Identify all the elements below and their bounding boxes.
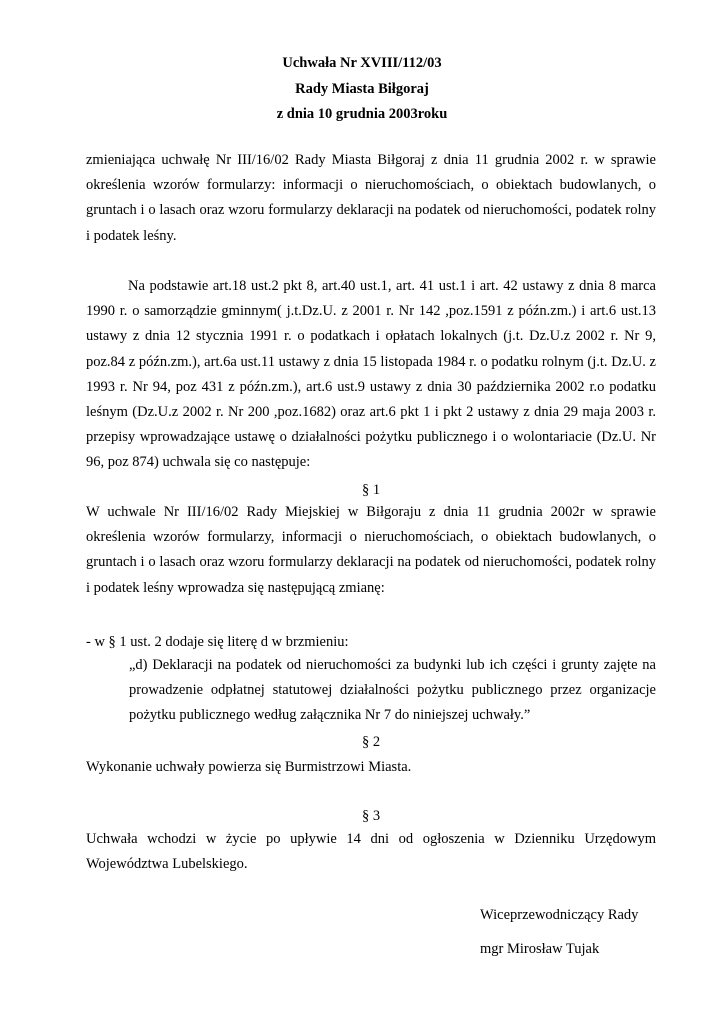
amendment-intro: - w § 1 ust. 2 dodaje się literę d w brzmieniu: bbox=[86, 634, 349, 650]
section-1-heading: § 1 bbox=[361, 482, 381, 498]
amendment-quote: „d) Deklaracji na podatek od nieruchomości za budynki lub ich części i grunty zajęte na prowadzenie odpłatnej statutowej działalności pożytku publicznego przez organizacje pożytku publicznego według załącznika Nr 7 do niniejszej uchwały.” bbox=[129, 657, 656, 724]
resolution-number: Uchwała Nr XVIII/112/03 bbox=[282, 55, 442, 71]
resolution-date: z dnia 10 grudnia 2003roku bbox=[276, 106, 448, 122]
council-name: Rady Miasta Biłgoraj bbox=[295, 81, 429, 97]
signature-name: mgr Mirosław Tujak bbox=[480, 941, 600, 957]
legal-basis-paragraph: Na podstawie art.18 ust.2 pkt 8, art.40 ust.1, art. 41 ust.1 i art. 42 ustawy z dnia 8 marca 1990 r. o samorządzie gminnym( j.t.Dz.U. z 2001 r. Nr 142 ,poz.1591 z późn.zm.) i art.6 ust.13 ustawy z dnia 12 stycznia 1991 r. o podatkach i opłatach lokalnych (j.t. Dz.U.z 2002 r. Nr 9, poz.84 z późn.zm.), art.6a ust.11 ustawy z dnia 15 listopada 1984 r. o podatku rolnym (j.t. Dz.U. z 1993 r. Nr 94, poz 431 z późn.zm.), art.6 ust.9 ustawy z dnia 30 października 2002 r.o podatku leśnym (Dz.U.z 2002 r. Nr 200 ,poz.1682) oraz art.6 pkt 1 i pkt 2 ustawy z dnia 29 maja 2003 r. przepisy wprowadzające ustawę o działalności pożytku publicznego i o wolontariacie (Dz.U. Nr 96, poz 874) uchwala się co następuje: bbox=[86, 278, 656, 471]
section-3-text: Uchwała wchodzi w życie po upływie 14 dni od ogłoszenia w Dzienniku Urzędowym Województwa Lubelskiego. bbox=[86, 831, 656, 873]
intro-paragraph: zmieniająca uchwałę Nr III/16/02 Rady Miasta Biłgoraj z dnia 11 grudnia 2002 r. w sprawie określenia wzorów formularzy: informacji o nieruchomościach, o obiektach budowlanych, o gruntach i o lasach oraz wzoru formularzy deklaracji na podatek od nieruchomości, podatek rolny i podatek leśny. bbox=[86, 152, 656, 244]
section-2-text: Wykonanie uchwały powierza się Burmistrzowi Miasta. bbox=[86, 759, 412, 775]
section-1-text: W uchwale Nr III/16/02 Rady Miejskiej w Biłgoraju z dnia 11 grudnia 2002r w sprawie określenia wzorów formularzy, informacji o nieruchomościach, o obiektach budowlanych, o gruntach i o lasach oraz wzoru formularzy deklaracji na podatek od nieruchomości, podatek rolny i podatek leśny wprowadza się następującą zmianę: bbox=[86, 504, 656, 596]
signature-role: Wiceprzewodniczący Rady bbox=[480, 907, 639, 923]
section-2-heading: § 2 bbox=[361, 734, 381, 750]
section-3-heading: § 3 bbox=[361, 808, 381, 824]
